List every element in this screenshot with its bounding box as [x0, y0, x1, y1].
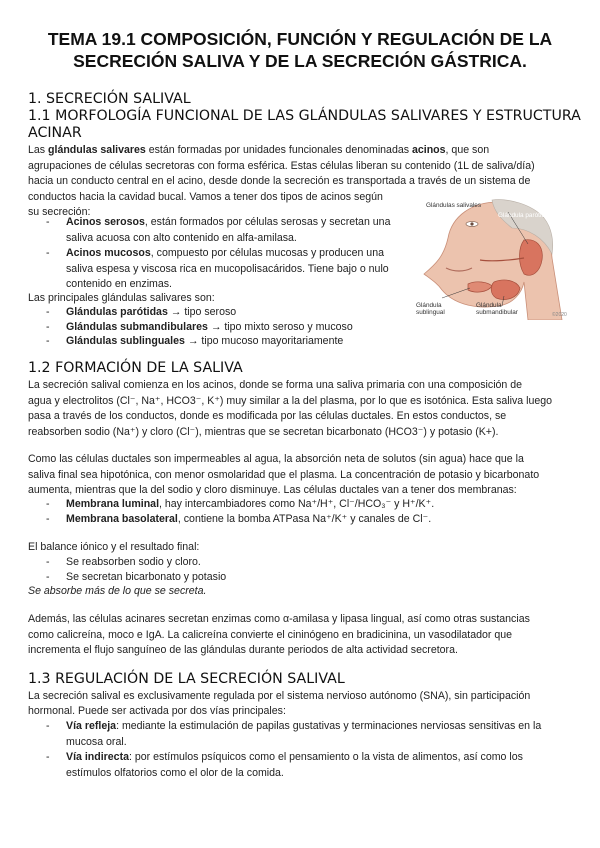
- paragraph-line: hacia un conducto central en el acino, desde donde la secreción es transportada a través de un sistema de: [28, 175, 531, 187]
- subsection-heading-1-2: 1.2 FORMACIÓN DE LA SALIVA: [28, 360, 243, 376]
- paragraph-line: hormonal. Puede ser activada por dos vías principales:: [28, 705, 286, 717]
- list-item-cont: contenido en enzimas.: [66, 278, 173, 290]
- subsection-heading-1-1-cont: ACINAR: [28, 125, 82, 141]
- figure-label-submandibular-1: Glándula: [476, 302, 502, 309]
- figure-label-sublingual-1: Glándula: [416, 302, 442, 309]
- paragraph-line: saliva final sea hipotónica, con menor osmolaridad que el plasma. La concentración de potasio y bicarbonato: [28, 469, 540, 481]
- bullet-dash: -: [46, 720, 50, 732]
- figure-label-sublingual-2: sublingual: [416, 309, 445, 316]
- paragraph-line: Como las células ductales son impermeables al agua, la absorción neta de solutos (sin agua) hace que la: [28, 453, 524, 465]
- paragraph-line: aumenta, mientras que la del sodio y cloro disminuye. Las células ductales van a tener dos membranas:: [28, 484, 517, 496]
- bullet-dash: -: [46, 498, 50, 510]
- list-item-via-refleja: Vía refleja: mediante la estimulación de papilas gustativas y terminaciones nerviosas sensitivas en la: [66, 720, 542, 732]
- bullet-dash: -: [46, 216, 50, 228]
- list-item-cont: estímulos olfatorios como el olor de la comida.: [66, 767, 284, 779]
- paragraph-line: como calicreína, moco e IgA. La calicreína convierte el cininógeno en bradicinina, un vasodilatador que: [28, 629, 513, 641]
- list-item-sublinguales: Glándulas sublinguales → tipo mucoso mayoritariamente: [66, 335, 344, 347]
- list-item-via-indirecta: Vía indirecta: por estímulos psíquicos como el pensamiento o la vista de alimentos, así como los: [66, 751, 523, 763]
- figure-label-submandibular-2: submandibular: [476, 309, 518, 316]
- bullet-dash: -: [46, 513, 50, 525]
- paragraph-line: conductos hacia la cavidad bucal. Vamos a tener dos tipos de acinos según: [28, 191, 383, 203]
- bullet-dash: -: [46, 556, 50, 568]
- paragraph-line: Las glándulas salivares están formadas por unidades funcionales denominadas acinos, que son: [28, 144, 490, 156]
- list-item-acinos-mucosos: Acinos mucosos, compuesto por células mucosas y producen una: [66, 247, 384, 259]
- list-item-cont: mucosa oral.: [66, 736, 127, 748]
- list-item-submandibulares: Glándulas submandibulares → tipo mixto seroso y mucoso: [66, 321, 353, 333]
- subsection-heading-1-1: 1.1 MORFOLOGÍA FUNCIONAL DE LAS GLÁNDULAS SALIVARES Y ESTRUCTURA: [28, 108, 581, 124]
- figure-label-title: Glándulas salivales: [426, 202, 482, 209]
- subsection-heading-1-3: 1.3 REGULACIÓN DE LA SECRECIÓN SALIVAL: [28, 671, 345, 687]
- list-item-cont: saliva espesa y viscosa rica en mucopolisacáridos. Tiene bajo o nulo: [66, 263, 389, 275]
- list-item-parotidas: Glándulas parótidas → tipo seroso: [66, 306, 237, 318]
- title-line-2: SECRECIÓN SALIVA Y DE LA SECRECIÓN GÁSTRICA.: [73, 51, 527, 71]
- list-item: Se secretan bicarbonato y potasio: [66, 571, 227, 583]
- figure-credit: ©2020: [552, 312, 567, 318]
- bullet-dash: -: [46, 306, 50, 318]
- bullet-dash: -: [46, 335, 50, 347]
- paragraph-line: La secreción salival comienza en los acinos, donde se forma una saliva primaria con una composición de: [28, 379, 523, 391]
- paragraph-line: incrementa el flujo sanguíneo de las glándulas durante periodos de alta actividad secretora.: [28, 644, 458, 656]
- list-item-acinos-serosos: Acinos serosos, están formados por células serosas y secretan una: [66, 216, 391, 228]
- paragraph-line: su secreción:: [28, 206, 91, 218]
- paragraph-line: reabsorben sodio (Na⁺) y cloro (Cl⁻), mientras que se secretan bicarbonato (HCO3⁻) y potasio (K+).: [28, 426, 499, 438]
- bullet-dash: -: [46, 751, 50, 763]
- title-line-1: TEMA 19.1 COMPOSICIÓN, FUNCIÓN Y REGULACIÓN DE LA: [47, 29, 553, 49]
- section-heading-1: 1. SECRECIÓN SALIVAL: [28, 91, 191, 107]
- paragraph-line: pasa a través de los conductos, donde es modificada por las células ductales. En estos conductos, se: [28, 410, 507, 422]
- paragraph-line: El balance iónico y el resultado final:: [28, 541, 200, 553]
- italic-note: Se absorbe más de lo que se secreta.: [28, 585, 207, 597]
- paragraph-line: La secreción salival es exclusivamente regulada por el sistema nervioso autónomo (SNA), sin participación: [28, 690, 531, 702]
- list-item-membrana-luminal: Membrana luminal, hay intercambiadores como Na⁺/H⁺, Cl⁻/HCO₃⁻ y H⁺/K⁺.: [66, 498, 435, 510]
- figure-label-parotid: Glándula parótida: [498, 212, 549, 219]
- document-title: [20, 28, 580, 72]
- bullet-dash: -: [46, 571, 50, 583]
- paragraph-line: Las principales glándulas salivares son:: [28, 292, 215, 304]
- paragraph-line: Además, las células acinares secretan enzimas como α-amilasa y lipasa lingual, así como otras sustancias: [28, 613, 530, 625]
- paragraph-line: agua y electrolitos (Cl⁻, Na⁺, HCO3⁻, K⁺) muy similar a la del plasma, por lo que es isotónica. Esta saliva luego: [28, 395, 553, 407]
- paragraph-line: agrupaciones de células secretoras con forma esférica. Estas células liberan su contenido (1L de saliva/día): [28, 160, 535, 172]
- list-item-membrana-basolateral: Membrana basolateral, contiene la bomba ATPasa Na⁺/K⁺ y canales de Cl⁻.: [66, 513, 432, 525]
- list-item: Se reabsorben sodio y cloro.: [66, 556, 201, 568]
- salivary-glands-figure: [412, 198, 570, 320]
- list-item-cont: saliva acuosa con alto contenido en alfa-amilasa.: [66, 232, 297, 244]
- bullet-dash: -: [46, 247, 50, 259]
- bullet-dash: -: [46, 321, 50, 333]
